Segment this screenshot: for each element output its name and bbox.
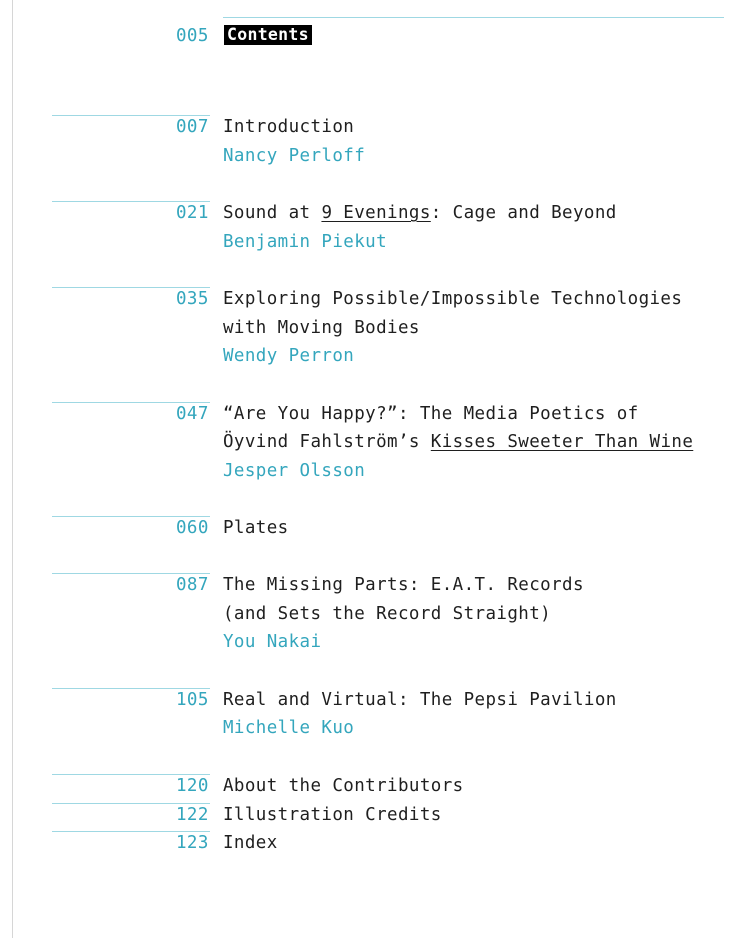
entry-title[interactable]: Introduction xyxy=(223,117,355,137)
entry-author: Nancy Perloff xyxy=(223,146,366,166)
entry-author: Wendy Perron xyxy=(223,346,355,366)
entry-page-number[interactable]: 047 xyxy=(176,404,209,424)
entry-author: Jesper Olsson xyxy=(223,461,366,481)
page-spine-line xyxy=(12,0,13,938)
entry-author: You Nakai xyxy=(223,632,322,652)
entry-page-number[interactable]: 060 xyxy=(176,518,209,538)
entry-title[interactable]: Plates xyxy=(223,518,289,538)
entry-title-continued[interactable]: (and Sets the Record Straight) xyxy=(223,604,552,624)
entry-rule xyxy=(52,688,210,689)
work-title: Kisses Sweeter Than Wine xyxy=(430,432,694,452)
entry-title[interactable]: “Are You Happy?”: The Media Poetics of xyxy=(223,404,639,424)
entry-author: Benjamin Piekut xyxy=(223,232,388,252)
title-text: Sound at xyxy=(223,203,322,223)
entry-page-number[interactable]: 007 xyxy=(176,117,209,137)
entry-page-number[interactable]: 035 xyxy=(176,289,209,309)
title-text: Öyvind Fahlström’s xyxy=(223,432,431,452)
entry-rule xyxy=(52,287,210,288)
entry-page-number[interactable]: 021 xyxy=(176,203,209,223)
entry-rule xyxy=(52,115,210,116)
entry-title[interactable]: The Missing Parts: E.A.T. Records xyxy=(223,575,584,595)
entry-rule xyxy=(52,516,210,517)
entry-title[interactable]: Illustration Credits xyxy=(223,805,442,825)
entry-author: Michelle Kuo xyxy=(223,718,355,738)
entry-title-continued[interactable]: with Moving Bodies xyxy=(223,318,420,338)
entry-rule xyxy=(52,573,210,574)
entry-rule xyxy=(52,402,210,403)
entry-title[interactable]: Index xyxy=(223,833,278,853)
entry-page-number[interactable]: 120 xyxy=(176,776,209,796)
entry-page-number[interactable]: 123 xyxy=(176,833,209,853)
entry-page-number[interactable]: 122 xyxy=(176,805,209,825)
title-text: : Cage and Beyond xyxy=(430,203,617,223)
work-title: 9 Evenings xyxy=(321,203,431,223)
contents-page-number: 005 xyxy=(176,26,209,46)
entry-rule xyxy=(52,831,210,832)
entry-page-number[interactable]: 105 xyxy=(176,690,209,710)
header-rule xyxy=(223,17,724,18)
entry-rule xyxy=(52,803,210,804)
entry-page-number[interactable]: 087 xyxy=(176,575,209,595)
entry-title[interactable]: Real and Virtual: The Pepsi Pavilion xyxy=(223,690,617,710)
contents-heading: Contents xyxy=(224,25,312,45)
entry-title[interactable]: About the Contributors xyxy=(223,776,464,796)
entry-title[interactable] xyxy=(223,203,617,223)
entry-title-continued[interactable] xyxy=(223,432,693,452)
entry-rule xyxy=(52,201,210,202)
entry-title[interactable]: Exploring Possible/Impossible Technologies xyxy=(223,289,683,309)
entry-rule xyxy=(52,774,210,775)
